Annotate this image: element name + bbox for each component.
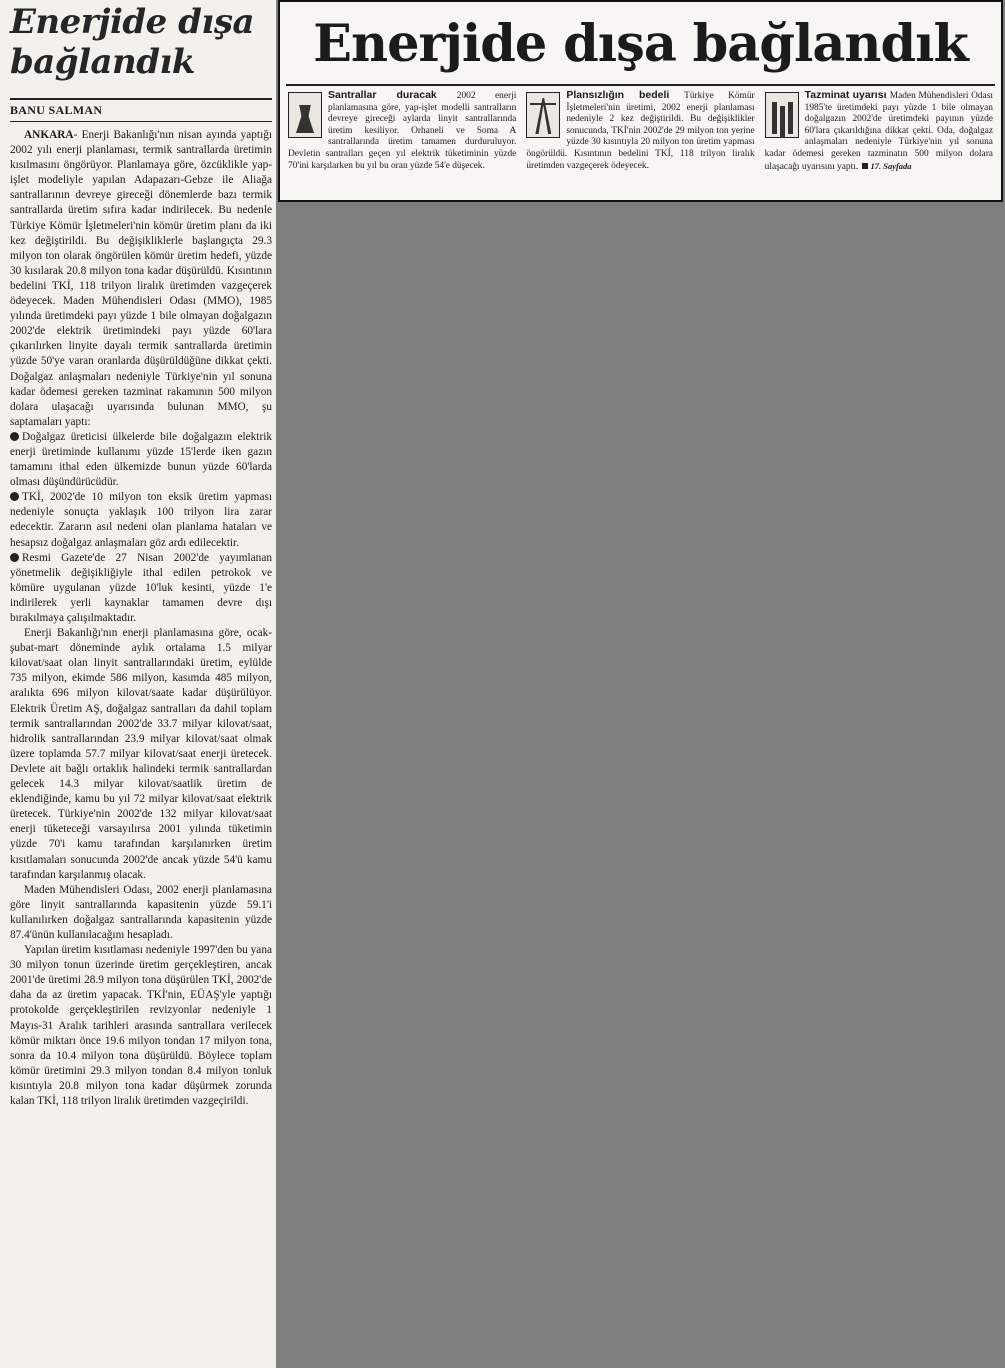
banner-column-tazminat: [765, 90, 993, 173]
article-bullet-paragraph: Resmi Gazete'de 27 Nisan 2002'de yayımlanan yönetmelik değişikliğiyle ithal edilen petrokok ve kömüre uygulanan yüzde 10'luk kesinti, yüzde 1'e indirilerek yerli kaynaklar tamamen devre dışı bırakılmaya çalışılmaktadır.: [10, 551, 272, 624]
article-paragraph: ANKARA- Enerji Bakanlığı'nın nisan ayında yaptığı 2002 yılı enerji planlaması, termik santrallarda üretimin kısılmasını öngörüyor. Planlamaya göre, özcüklikle yap-işlet modeliyle yapılan Adapazarı-Gebze ile Aliağa santrallarının devreye gireceği dönemlerde bazı termik santrallarda üretim sıfıra kadar indirilecek. Bu nedenle Türkiye Kömür İşletmeleri'nin kömür üretim planı da iki kez değiştirildi. Bu değişikliklerle başlangıçta 29.3 milyon ton olarak öngörülen kömür üretim hedefi, yüzde 30 kısılarak 20.8 milyon tona kadar düşürüldü. Kısıntının bedelini TKİ, 118 trilyon liralık üretimden vazgeçerek ödeyecek. Maden Mühendisleri Odası (MMO), 1985 yılında üretimdeki payı yüzde 1 bile olmayan doğalgazın 2002'de elektrik üretimindeki payı yüzde 60'lara çıkarılırken linyite dayalı termik santrallarda üretimin yüzde 50'ye varan oranlarda düşürüldüğüne dikkat çekti. Doğalgaz anlaşmaları nedeniyle Türkiye'nin yıl sonuna kadar ödemesi gereken tazminat rakamının 500 milyon dolara ulaşacağı uyarısında bulunan MMO, şu saptamaları yaptı:: [10, 129, 272, 428]
bullet-dot-icon: [10, 492, 19, 501]
article-bullet-paragraph: TKİ, 2002'de 10 milyon ton eksik üretim yapması nedeniyle sonuçta yaklaşık 100 trilyon lira zarar edecektir. Zararın asıl nedeni olan planlama hataları ve hesapsız doğalgaz anlaşmaları göz ardı edilecektir.: [10, 491, 272, 549]
article-paragraph: Enerji Bakanlığı'nın enerji planlamasına göre, ocak-şubat-mart döneminde aylık ortalama 1.5 milyar kilovat/saat olan linyit santrallarındaki üretim, eylülde 735 milyon, ekimde 586 milyon, kasımda 485 milyon, aralıkta 696 milyon kilovat/saate kadar düşürülüyor. Elektrik Üretim AŞ, doğalgaz santralları da dahil toplam termik santrallarından 2002'de 33.7 milyar kilovat/saat, hidrolik santrallarından 23.9 milyar kilovat/saat olmak üzere toplamda 57.7 milyar kilovat/saat enerji üretecek. Devlete ait bağlı ortaklık halindeki termik santrallardan gelecek 14.3 milyar kilovat/saatlik üretim de eklendiğinde, kamu bu yıl 72 milyar kilovat/saat elektrik üretecek. Türkiye'nin 2002'de 132 milyar kilovat/saat enerji tüketeceği varsayılırsa 2001 yılında tüketimin yüzde 70'i kamu tarafından karşılanırken üretim kısıtlamaları sonucunda 2002'de ancak yüzde 54'ü kamu tarafından karşılanmış olacak.: [10, 627, 272, 881]
article-bullet-paragraph: Doğalgaz üreticisi ülkelerde bile doğalgazın elektrik enerji üretiminde kullanımı yüzde 15'lerde iken gazın tamamını ithal eden ülkemizde bunun yüzde 60'larda olması düşündürücüdür.: [10, 430, 272, 489]
banner-subhead: Santrallar duracak: [328, 89, 457, 101]
headline-divider: [10, 98, 272, 100]
power-pylon-icon: [526, 92, 560, 138]
front-page-banner: [278, 0, 1003, 202]
byline: BANU SALMAN: [10, 103, 103, 117]
banner-text: Maden Mühendisleri Odası 1985'te üretimdeki payı yüzde 1 bile olmayan doğalgazın 2002'de üretimdeki payının yüzde 60'lara çıkarıldığına dikkat çekti. Oda, doğalgaz anlaşmaları nedeniyle Türkiye'nin yıl sonuna kadar ödemesi gereken tazminatın 500 milyon dolara ulaşacağı uyarısını yaptı.: [764, 91, 993, 172]
page-reference: 17. Sayfada: [870, 160, 912, 171]
banner-text: 2002 enerji planlamasına göre, yap-işlet modelli santralların devreye gireceği aylarda linyit santrallarında üretim kesiliyor. Orhaneli ve Soma A santrallarında üretim tamamen durduruluyor. Devletin santralları geçen yıl elektrik tüketiminin yüzde 70'ini karşılarken bu yıl bu oran yüzde 54'e düşecek.: [288, 91, 517, 171]
banner-column-santrallar: [288, 90, 516, 173]
left-article-body: [10, 128, 272, 1109]
left-article-headline: Enerjide dışa bağlandık: [10, 2, 255, 82]
banner-headline: Enerjide dışa bağlandık: [313, 14, 968, 74]
cooling-tower-icon: [288, 92, 322, 138]
byline-divider: [10, 121, 272, 122]
dateline: ANKARA: [24, 129, 74, 141]
article-paragraph: Yapılan üretim kısıtlaması nedeniyle 1997'den bu yana 30 milyon tonun üzerinde üretim gerçekleştiren, ancak 2001'de üretimi 28.9 milyon tona düşürülen TKİ, 2002'de daha da az üretim yapacak. TKİ'nin, EÜAŞ'yle yaptığı protokolde gerçekleştirilen revizyonlar nedeniyle 1 Mayıs-31 Aralık tarihleri arasında santrallara verilecek kömür miktarı önce 19.6 milyon tondan 17 milyon tona, sonra da 10.4 milyon tona düşürüldü. Böylece toplam kömür üretimini 29.3 milyon tondan 8.4 milyon tonluk kısıntıyla 20.8 milyon tona kadar düşürmek zorunda kalan TKİ, 118 trilyon liralık üretimden vazgeçirildi.: [10, 944, 272, 1107]
bullet-dot-icon: [10, 432, 19, 441]
banner-columns: [280, 86, 1001, 173]
end-square-icon: [862, 163, 868, 169]
banner-subhead: Tazminat uyarısı: [804, 89, 890, 101]
banner-column-plansizlik: [526, 90, 754, 173]
chimneys-icon: [765, 92, 799, 138]
banner-text: Türkiye Kömür İşletmeleri'nin üretimi, 2002 enerji planlaması nedeniyle 2 kez değiştirildi. Bu değişiklikler sonucunda, TKİ'nin 2002'de 29 milyon ton yerine yüzde 30 kısıntıyla 20 milyon ton üretim yapması öngörüldü. Kısıntının bedelini TKİ, 118 trilyon liralık üretimden vazgeçerek ödeyecek.: [526, 91, 755, 171]
article-paragraph: Maden Mühendisleri Odası, 2002 enerji planlamasına göre linyit santrallarında kapasitenin yüzde 59.1'i kullanılırken doğalgaz santrallarında kapasitenin yüzde 87.4'ünün kullanılacağını hesapladı.: [10, 883, 272, 941]
bullet-dot-icon: [10, 553, 19, 562]
banner-subhead: Plansızlığın bedeli: [566, 89, 685, 101]
left-article-clipping: [0, 0, 276, 1368]
